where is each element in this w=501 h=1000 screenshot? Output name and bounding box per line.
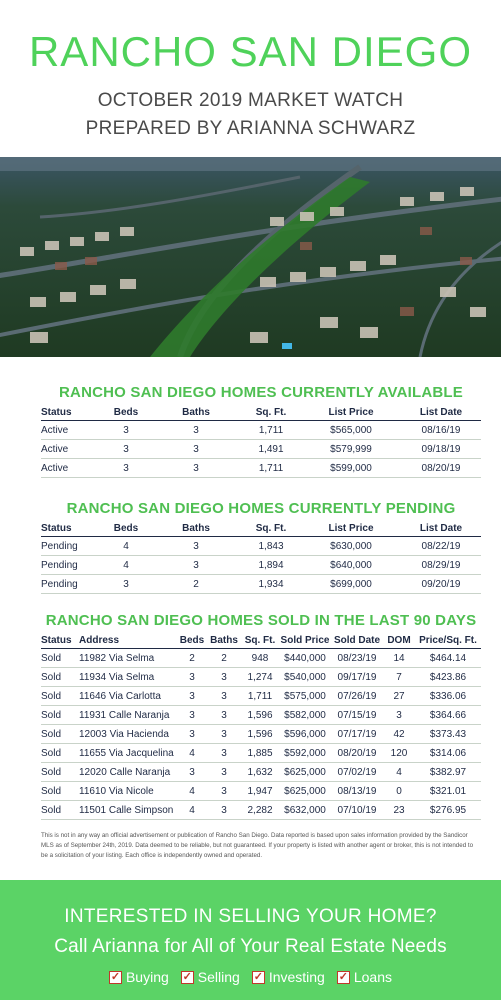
cell-price-per-sqft: $423.86: [415, 668, 481, 687]
cell-beds: 3: [101, 459, 151, 478]
cell-baths: 3: [151, 421, 241, 440]
cell-baths: 3: [207, 725, 241, 744]
cell-dom: 4: [383, 763, 415, 782]
cell-address: 11934 Via Selma: [79, 668, 177, 687]
cell-beds: 3: [177, 706, 207, 725]
cell-sold-price: $440,000: [279, 649, 331, 668]
cell-sold-price: $625,000: [279, 782, 331, 801]
table-header-row: [41, 633, 481, 649]
col-sold-date: Sold Date: [331, 633, 383, 649]
cell-address: 11982 Via Selma: [79, 649, 177, 668]
cell-baths: 3: [151, 459, 241, 478]
cell-beds: 3: [101, 421, 151, 440]
col-list-date: List Date: [401, 521, 481, 537]
cell-sqft: 1,947: [241, 782, 279, 801]
table-row: [41, 459, 481, 478]
cell-beds: 4: [177, 801, 207, 820]
cell-sqft: 1,711: [241, 687, 279, 706]
cell-baths: 3: [207, 706, 241, 725]
cell-beds: 3: [101, 440, 151, 459]
cell-beds: 4: [177, 744, 207, 763]
cell-sqft: 1,711: [241, 459, 301, 478]
pending-table: [41, 521, 481, 594]
cell-baths: 3: [207, 801, 241, 820]
cell-beds: 3: [177, 687, 207, 706]
table-row: [41, 537, 481, 556]
table-row: [41, 725, 481, 744]
cell-sqft: 948: [241, 649, 279, 668]
cell-beds: 3: [177, 668, 207, 687]
cell-dom: 7: [383, 668, 415, 687]
cell-sqft: 1,596: [241, 725, 279, 744]
cell-sold-price: $540,000: [279, 668, 331, 687]
col-address: Address: [79, 633, 177, 649]
prepared-by: PREPARED BY ARIANNA SCHWARZ: [85, 118, 416, 139]
cell-sqft: 1,843: [241, 537, 301, 556]
cell-status: Active: [41, 421, 101, 440]
cell-sold-date: 07/26/19: [331, 687, 383, 706]
cell-status: Sold: [41, 687, 79, 706]
cell-status: Sold: [41, 649, 79, 668]
cell-status: Active: [41, 459, 101, 478]
service-item: [109, 969, 169, 985]
col-beds: Beds: [101, 405, 151, 421]
cell-price: $699,000: [301, 575, 401, 594]
cell-sqft: 1,632: [241, 763, 279, 782]
cell-address: 11655 Via Jacquelina: [79, 744, 177, 763]
cell-date: 09/20/19: [401, 575, 481, 594]
table-row: [41, 575, 481, 594]
header: [0, 0, 501, 157]
sold-title: RANCHO SAN DIEGO HOMES SOLD IN THE LAST 90 DAYS: [45, 612, 477, 629]
cell-date: 08/29/19: [401, 556, 481, 575]
cell-price-per-sqft: $464.14: [415, 649, 481, 668]
cell-status: Sold: [41, 801, 79, 820]
cell-price-per-sqft: $276.95: [415, 801, 481, 820]
cell-status: Sold: [41, 782, 79, 801]
cell-sqft: 1,885: [241, 744, 279, 763]
pending-section: [41, 500, 481, 594]
col-baths: Baths: [207, 633, 241, 649]
table-row: [41, 649, 481, 668]
cell-price: $599,000: [301, 459, 401, 478]
cell-beds: 3: [177, 763, 207, 782]
footer-cta: [0, 880, 501, 1000]
table-row: [41, 763, 481, 782]
table-row: [41, 421, 481, 440]
cell-sold-date: 09/17/19: [331, 668, 383, 687]
available-section: [41, 384, 481, 478]
cell-status: Sold: [41, 744, 79, 763]
cell-dom: 27: [383, 687, 415, 706]
table-row: [41, 744, 481, 763]
cell-address: 11610 Via Nicole: [79, 782, 177, 801]
cell-sold-date: 07/17/19: [331, 725, 383, 744]
cell-sold-date: 07/10/19: [331, 801, 383, 820]
checkbox-checked-icon: ✓: [338, 970, 348, 983]
cell-status: Sold: [41, 706, 79, 725]
col-status: Status: [41, 633, 79, 649]
cell-beds: 3: [101, 575, 151, 594]
table-row: [41, 440, 481, 459]
cell-baths: 2: [207, 649, 241, 668]
table-header-row: [41, 405, 481, 421]
table-row: [41, 556, 481, 575]
col-sqft: Sq. Ft.: [241, 405, 301, 421]
cell-beds: 2: [177, 649, 207, 668]
cell-dom: 23: [383, 801, 415, 820]
col-price-per-sqft: Price/Sq. Ft.: [415, 633, 481, 649]
cell-sold-date: 07/15/19: [331, 706, 383, 725]
service-label: Loans: [353, 969, 393, 985]
cell-sqft: 1,934: [241, 575, 301, 594]
cell-sqft: 1,711: [241, 421, 301, 440]
cell-baths: 3: [207, 668, 241, 687]
cell-dom: 14: [383, 649, 415, 668]
cell-price-per-sqft: $364.66: [415, 706, 481, 725]
cell-address: 11646 Via Carlotta: [79, 687, 177, 706]
cell-dom: 42: [383, 725, 415, 744]
cell-status: Pending: [41, 537, 101, 556]
cell-beds: 4: [177, 782, 207, 801]
cell-sold-price: $575,000: [279, 687, 331, 706]
cell-baths: 3: [207, 782, 241, 801]
col-beds: Beds: [177, 633, 207, 649]
cell-baths: 3: [207, 687, 241, 706]
cell-beds: 4: [101, 556, 151, 575]
cell-address: 12020 Calle Naranja: [79, 763, 177, 782]
aerial-neighborhood-photo: [0, 157, 501, 357]
col-baths: Baths: [151, 405, 241, 421]
service-item: [337, 969, 392, 985]
table-row: [41, 801, 481, 820]
checkbox-checked-icon: ✓: [253, 970, 263, 983]
cell-price: $565,000: [301, 421, 401, 440]
cell-sold-date: 08/23/19: [331, 649, 383, 668]
cell-sqft: 1,274: [241, 668, 279, 687]
cell-baths: 3: [151, 556, 241, 575]
cell-baths: 3: [151, 537, 241, 556]
cell-date: 09/18/19: [401, 440, 481, 459]
cell-status: Sold: [41, 763, 79, 782]
cell-sqft: 2,282: [241, 801, 279, 820]
cell-dom: 120: [383, 744, 415, 763]
col-status: Status: [41, 521, 101, 537]
cell-price-per-sqft: $314.06: [415, 744, 481, 763]
cell-price-per-sqft: $382.97: [415, 763, 481, 782]
cell-sold-price: $625,000: [279, 763, 331, 782]
services-list: [0, 969, 501, 985]
cell-sold-date: 07/02/19: [331, 763, 383, 782]
col-list-price: List Price: [301, 521, 401, 537]
table-row: [41, 706, 481, 725]
col-beds: Beds: [101, 521, 151, 537]
service-item: [252, 969, 325, 985]
cell-price: $640,000: [301, 556, 401, 575]
service-label: Investing: [268, 969, 325, 985]
cell-price: $630,000: [301, 537, 401, 556]
cell-price-per-sqft: $373.43: [415, 725, 481, 744]
page-title: RANCHO SAN DIEGO: [28, 28, 473, 75]
cell-sqft: 1,596: [241, 706, 279, 725]
cell-baths: 3: [151, 440, 241, 459]
col-sqft: Sq. Ft.: [241, 521, 301, 537]
table-row: [41, 782, 481, 801]
available-table: [41, 405, 481, 478]
cell-status: Pending: [41, 556, 101, 575]
cell-address: 11501 Calle Simpson: [79, 801, 177, 820]
cell-price: $579,999: [301, 440, 401, 459]
col-list-price: List Price: [301, 405, 401, 421]
cell-baths: 2: [151, 575, 241, 594]
cell-baths: 3: [207, 744, 241, 763]
cell-status: Sold: [41, 668, 79, 687]
cell-sqft: 1,491: [241, 440, 301, 459]
cell-sold-price: $592,000: [279, 744, 331, 763]
cell-dom: 0: [383, 782, 415, 801]
cell-date: 08/16/19: [401, 421, 481, 440]
sold-section: [41, 612, 481, 820]
cta-headline: INTERESTED IN SELLING YOUR HOME?: [64, 906, 437, 927]
cell-address: 12003 Via Hacienda: [79, 725, 177, 744]
report-subtitle: OCTOBER 2019 MARKET WATCH: [97, 90, 404, 111]
col-dom: DOM: [383, 633, 415, 649]
cell-baths: 3: [207, 763, 241, 782]
table-header-row: [41, 521, 481, 537]
table-row: [41, 668, 481, 687]
cta-subline: Call Arianna for All of Your Real Estate Needs: [54, 936, 447, 957]
cell-sold-date: 08/20/19: [331, 744, 383, 763]
col-list-date: List Date: [401, 405, 481, 421]
pending-title: RANCHO SAN DIEGO HOMES CURRENTLY PENDING: [66, 500, 456, 517]
service-label: Selling: [197, 969, 240, 985]
cell-address: 11931 Calle Naranja: [79, 706, 177, 725]
col-baths: Baths: [151, 521, 241, 537]
cell-price-per-sqft: $321.01: [415, 782, 481, 801]
col-status: Status: [41, 405, 101, 421]
cell-date: 08/22/19: [401, 537, 481, 556]
col-sqft: Sq. Ft.: [241, 633, 279, 649]
table-row: [41, 687, 481, 706]
checkbox-checked-icon: ✓: [182, 970, 192, 983]
cell-sold-date: 08/13/19: [331, 782, 383, 801]
cell-sqft: 1,894: [241, 556, 301, 575]
cell-sold-price: $596,000: [279, 725, 331, 744]
cell-dom: 3: [383, 706, 415, 725]
cell-status: Active: [41, 440, 101, 459]
available-title: RANCHO SAN DIEGO HOMES CURRENTLY AVAILABLE: [59, 384, 463, 401]
cell-status: Sold: [41, 725, 79, 744]
sold-table: [41, 633, 481, 820]
service-label: Buying: [125, 969, 169, 985]
col-sold-price: Sold Price: [279, 633, 331, 649]
cell-beds: 3: [177, 725, 207, 744]
cell-price-per-sqft: $336.06: [415, 687, 481, 706]
cell-date: 08/20/19: [401, 459, 481, 478]
cell-sold-price: $632,000: [279, 801, 331, 820]
service-item: [181, 969, 240, 985]
cell-sold-price: $582,000: [279, 706, 331, 725]
disclaimer: This is not in any way an official advertisement or publication of Rancho San Diego. Data reported is based upon sales information provided by the Sandicor MLS as of September 24th, 2019. Data deemed to be reliable, but not guaranteed. If your property is listed with another agent or broker, this is not intended to be a solicitation of your listing. Each office is independently owned and operated.: [41, 832, 474, 859]
cell-status: Pending: [41, 575, 101, 594]
checkbox-checked-icon: ✓: [110, 970, 121, 983]
cell-beds: 4: [101, 537, 151, 556]
